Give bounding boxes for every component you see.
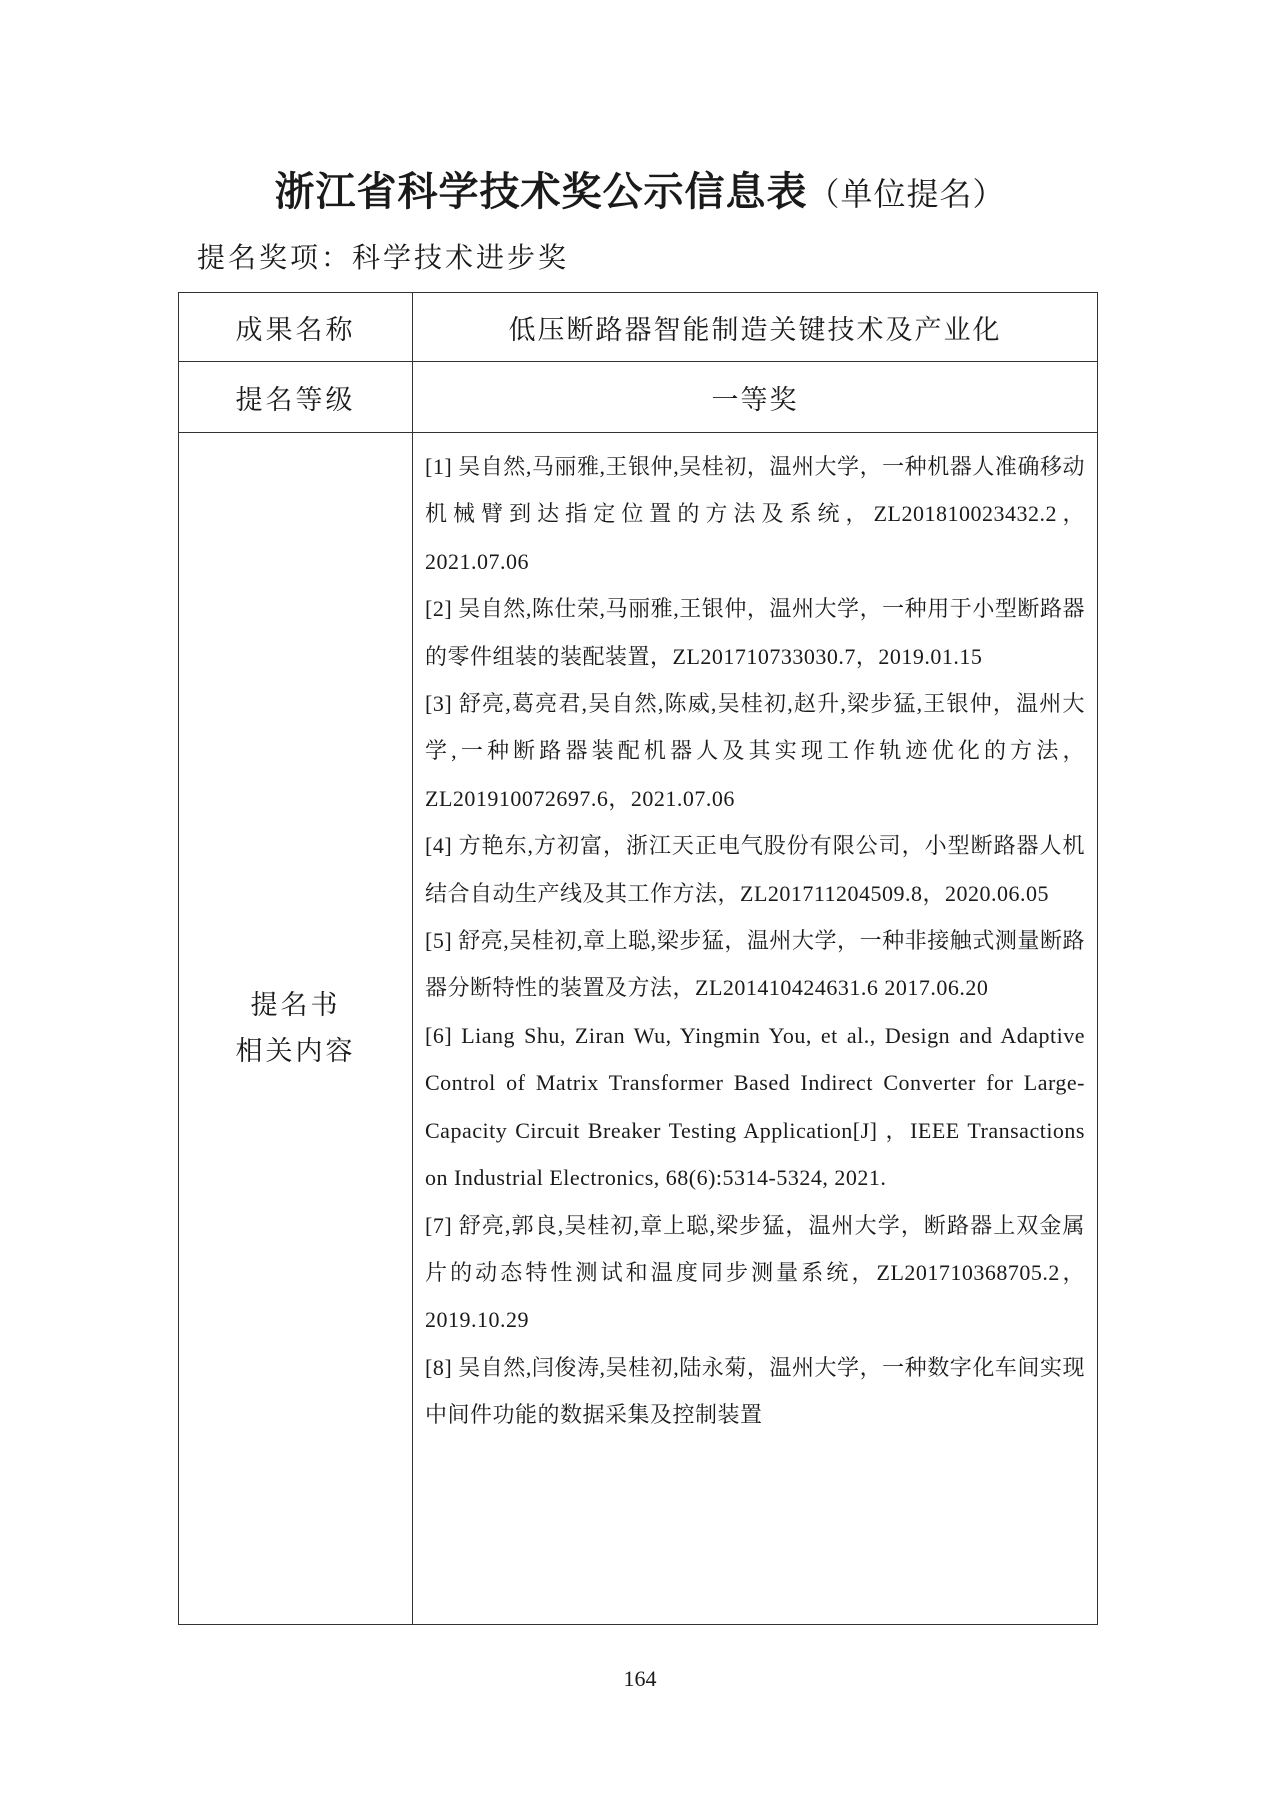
reference-list	[413, 433, 1097, 1439]
table-row-content	[179, 433, 1098, 1625]
content-label-line1: 提名书	[250, 989, 341, 1021]
content-label	[179, 433, 413, 1625]
reference-item: [8] 吴自然,闫俊涛,吴桂初,陆永菊，温州大学，一种数字化车间实现中间件功能的数据采集及控制装置	[425, 1354, 1085, 1428]
achievement-label: 成果名称	[179, 293, 413, 362]
reference-item: [7] 舒亮,郭良,吴桂初,章上聪,梁步猛，温州大学，断路器上双金属片的动态特性测试和温度同步测量系统，ZL201710368705.2，2019.10.29	[425, 1212, 1085, 1333]
award-type: 提名奖项：科学技术进步奖	[197, 241, 570, 274]
table-row-level	[179, 362, 1098, 433]
level-label: 提名等级	[179, 362, 413, 433]
reference-item: [3] 舒亮,葛亮君,吴自然,陈威,吴桂初,赵升,梁步猛,王银仲，温州大学,一种断路器装配机器人及其实现工作轨迹优化的方法，ZL201910072697.6，2021.07.06	[425, 691, 1085, 811]
reference-item: [6] Liang Shu, Ziran Wu, Yingmin You, et al., Design and Adaptive Control of Matrix Transformer Based Indirect Converter for Large-Capacity Circuit Breaker Testing Application[J] ，IEEE Transactions on Industrial Electronics, 68(6):5314-5324, 2021.	[425, 1022, 1085, 1191]
page-title	[0, 160, 1280, 217]
page-number: 164	[623, 1666, 657, 1691]
level-value: 一等奖	[413, 362, 1098, 433]
content-cell	[413, 433, 1098, 1625]
title-suffix: （单位提名）	[807, 175, 1006, 213]
reference-item: [1] 吴自然,马丽雅,王银仲,吴桂初，温州大学，一种机器人准确移动机械臂到达指定位置的方法及系统，ZL201810023432.2，2021.07.06	[425, 454, 1085, 574]
content-label-line2: 相关内容	[235, 1035, 356, 1067]
info-table	[178, 292, 1098, 1625]
reference-item: [4] 方艳东,方初富，浙江天正电气股份有限公司，小型断路器人机结合自动生产线及其工作方法，ZL201711204509.8，2020.06.05	[425, 833, 1085, 906]
table-row-achievement	[179, 293, 1098, 362]
reference-item: [2] 吴自然,陈仕荣,马丽雅,王银仲，温州大学，一种用于小型断路器的零件组装的装配装置，ZL201710733030.7，2019.01.15	[425, 596, 1085, 669]
achievement-value: 低压断路器智能制造关键技术及产业化	[413, 293, 1098, 362]
title-main: 浙江省科学技术奖公示信息表	[274, 168, 808, 215]
reference-item: [5] 舒亮,吴桂初,章上聪,梁步猛，温州大学，一种非接触式测量断路器分断特性的装置及方法，ZL201410424631.6 2017.06.20	[425, 928, 1085, 1001]
